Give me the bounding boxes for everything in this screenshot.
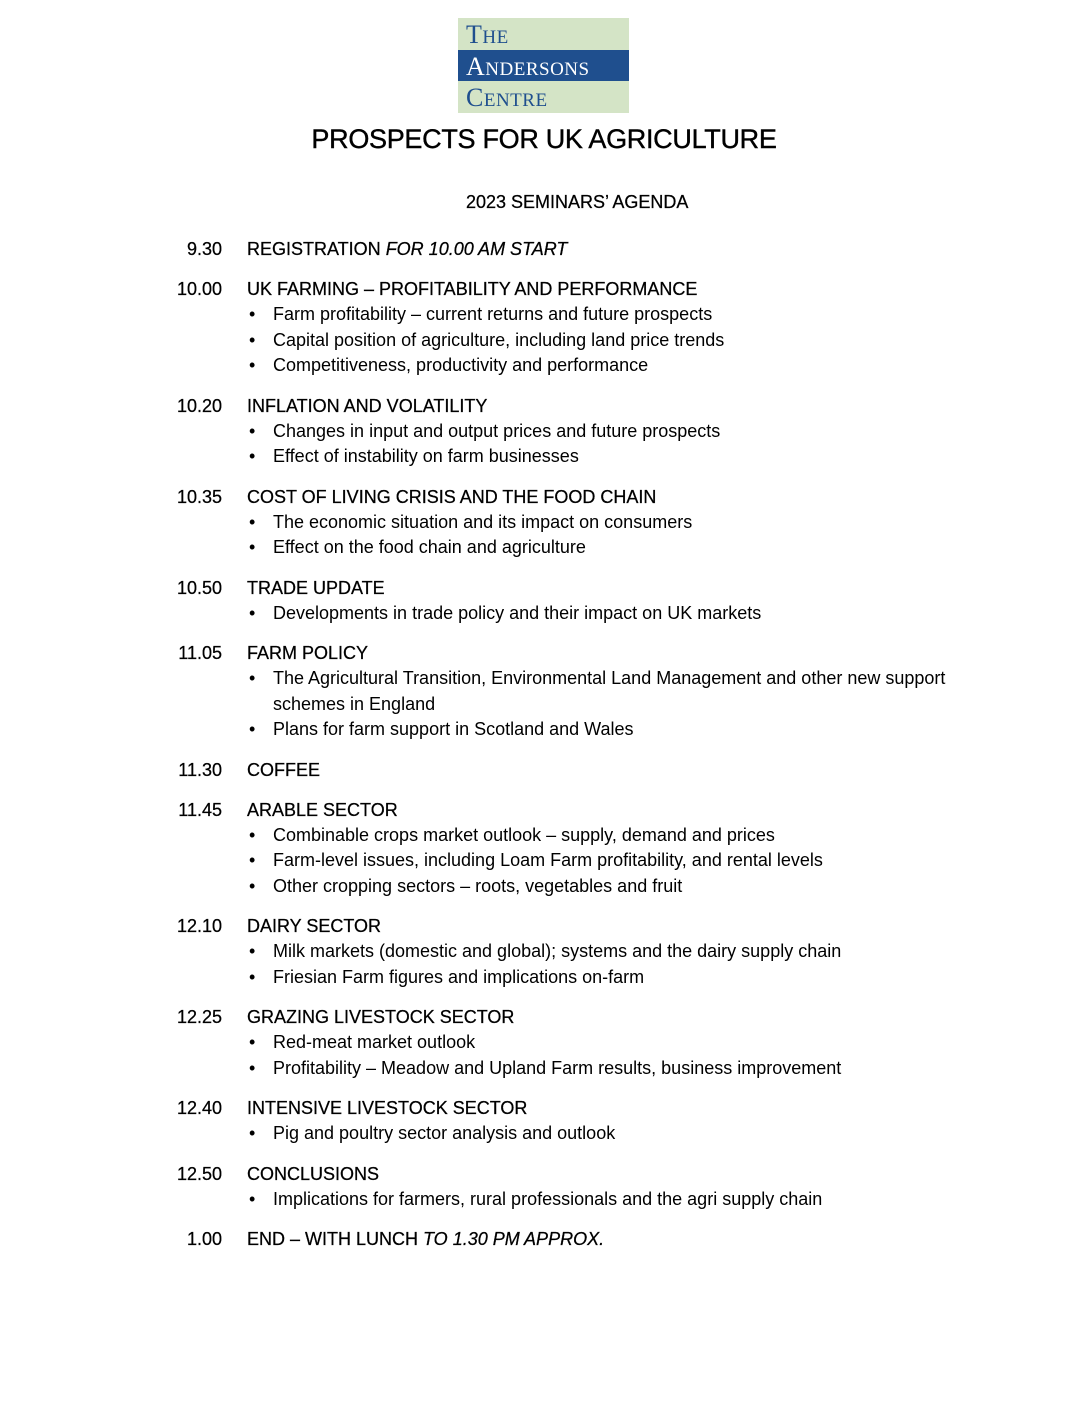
agenda-content [247,1095,947,1147]
agenda-heading-text: INTENSIVE LIVESTOCK SECTOR [247,1098,528,1118]
agenda-time: 12.10 [176,916,222,936]
agenda-heading-text: END – WITH LUNCH [247,1229,424,1249]
agenda-time: 10.50 [176,577,222,598]
agenda-bullet: • Milk markets (domestic and global); systems and the dairy supply chain [247,939,947,965]
agenda-heading-text: INFLATION AND VOLATILITY [247,395,488,416]
agenda-item [0,913,1088,990]
agenda-time: 12.50 [176,1163,222,1184]
agenda-bullet: • Farm profitability – current returns and future prospects [247,302,947,328]
agenda-heading [247,484,947,510]
agenda-bullet: • Red-meat market outlook [247,1030,947,1056]
agenda-bullet-list [247,1121,947,1147]
agenda-content [247,1226,947,1252]
agenda-content [247,236,947,262]
agenda-heading [247,236,947,262]
agenda-item [0,757,1088,783]
agenda-heading [247,393,947,419]
agenda-bullet: • Changes in input and output prices and future prospects [247,419,947,445]
agenda-content [247,276,947,379]
agenda-time: 10.20 [176,395,222,416]
agenda-bullet: • The economic situation and its impact on consumers [247,510,947,536]
logo-line-the: THE [458,18,629,50]
agenda-heading [247,797,947,823]
agenda-heading-text: TRADE UPDATE [247,577,385,598]
agenda-time: 12.25 [176,1007,222,1027]
agenda-time: 10.35 [176,486,222,507]
agenda-bullet-list [247,1030,947,1081]
agenda-heading-text: FARM POLICY [247,643,369,663]
agenda-heading [247,757,947,783]
agenda-bullet: • Developments in trade policy and their impact on UK markets [247,601,947,627]
agenda-heading [247,276,947,302]
agenda-heading [247,1161,947,1187]
agenda-time: 12.40 [176,1098,222,1118]
agenda-subtitle: 2023 SEMINARS’ AGENDA [466,192,689,212]
agenda-bullet: • Implications for farmers, rural professionals and the agri supply chain [247,1187,947,1213]
agenda-heading-note: TO 1.30 PM APPROX. [423,1229,605,1249]
agenda-heading-text: UK FARMING – PROFITABILITY AND PERFORMANCE [247,279,698,299]
agenda-bullet-list [247,419,947,470]
agenda-heading-text: COST OF LIVING CRISIS AND THE FOOD CHAIN [247,486,657,507]
agenda-item [0,575,1088,627]
agenda-item [0,484,1088,561]
agenda-content [247,913,947,990]
agenda-heading [247,913,947,939]
agenda-bullet-list [247,601,947,627]
agenda-item [0,1226,1088,1252]
agenda-content [247,1161,947,1213]
agenda-bullet-list [247,666,947,743]
agenda-bullet: • Farm-level issues, including Loam Farm profitability, and rental levels [247,848,947,874]
agenda-bullet: • Effect of instability on farm businesses [247,444,947,470]
agenda-bullet-list [247,939,947,990]
agenda-heading-text: ARABLE SECTOR [247,799,398,820]
agenda-item [0,1004,1088,1081]
agenda-bullet: • Profitability – Meadow and Upland Farm results, business improvement [247,1056,947,1082]
agenda-item [0,236,1088,262]
logo-line-andersons: ANDERSONS [458,50,629,82]
agenda-time: 11.05 [178,643,222,663]
agenda-bullet-list [247,823,947,900]
agenda-bullet: • Plans for farm support in Scotland and Wales [247,717,947,743]
agenda-heading-text: CONCLUSIONS [247,1163,380,1184]
agenda-bullet: • Other cropping sectors – roots, vegetables and fruit [247,874,947,900]
agenda-content [247,393,947,470]
agenda-heading-note: FOR 10.00 AM START [385,239,568,259]
agenda-content [247,757,947,783]
agenda-list [0,236,1088,1266]
agenda-item [0,640,1088,743]
agenda-item [0,276,1088,379]
agenda-bullet: • The Agricultural Transition, Environmental Land Management and other new support schemes in England [247,666,947,717]
agenda-heading [247,1226,947,1252]
agenda-item [0,1161,1088,1213]
agenda-bullet-list [247,302,947,379]
agenda-heading [247,640,947,666]
agenda-heading [247,575,947,601]
agenda-content [247,484,947,561]
agenda-content [247,797,947,900]
agenda-heading-text: REGISTRATION [247,239,386,259]
agenda-bullet: • Pig and poultry sector analysis and outlook [247,1121,947,1147]
agenda-heading-text: COFFEE [247,759,321,780]
agenda-bullet: • Combinable crops market outlook – supply, demand and prices [247,823,947,849]
agenda-bullet-list [247,510,947,561]
agenda-heading-text: DAIRY SECTOR [247,916,382,936]
agenda-bullet: • Competitiveness, productivity and performance [247,353,947,379]
agenda-bullet: • Friesian Farm figures and implications on-farm [247,965,947,991]
agenda-time: 10.00 [176,279,222,299]
agenda-time: 9.30 [186,239,222,259]
agenda-item [0,1095,1088,1147]
agenda-content [247,575,947,627]
agenda-item [0,393,1088,470]
document-title: PROSPECTS FOR UK AGRICULTURE [311,124,777,154]
agenda-heading [247,1004,947,1030]
agenda-bullet: • Effect on the food chain and agriculture [247,535,947,561]
logo-line-centre: CENTRE [458,81,629,113]
andersons-centre-logo [458,18,629,113]
agenda-time: 1.00 [186,1229,222,1249]
agenda-content [247,1004,947,1081]
agenda-heading-text: GRAZING LIVESTOCK SECTOR [247,1007,515,1027]
agenda-time: 11.30 [178,759,222,780]
agenda-item [0,797,1088,900]
agenda-bullet: • Capital position of agriculture, including land price trends [247,328,947,354]
agenda-time: 11.45 [178,799,222,820]
agenda-bullet-list [247,1187,947,1213]
agenda-heading [247,1095,947,1121]
agenda-content [247,640,947,743]
